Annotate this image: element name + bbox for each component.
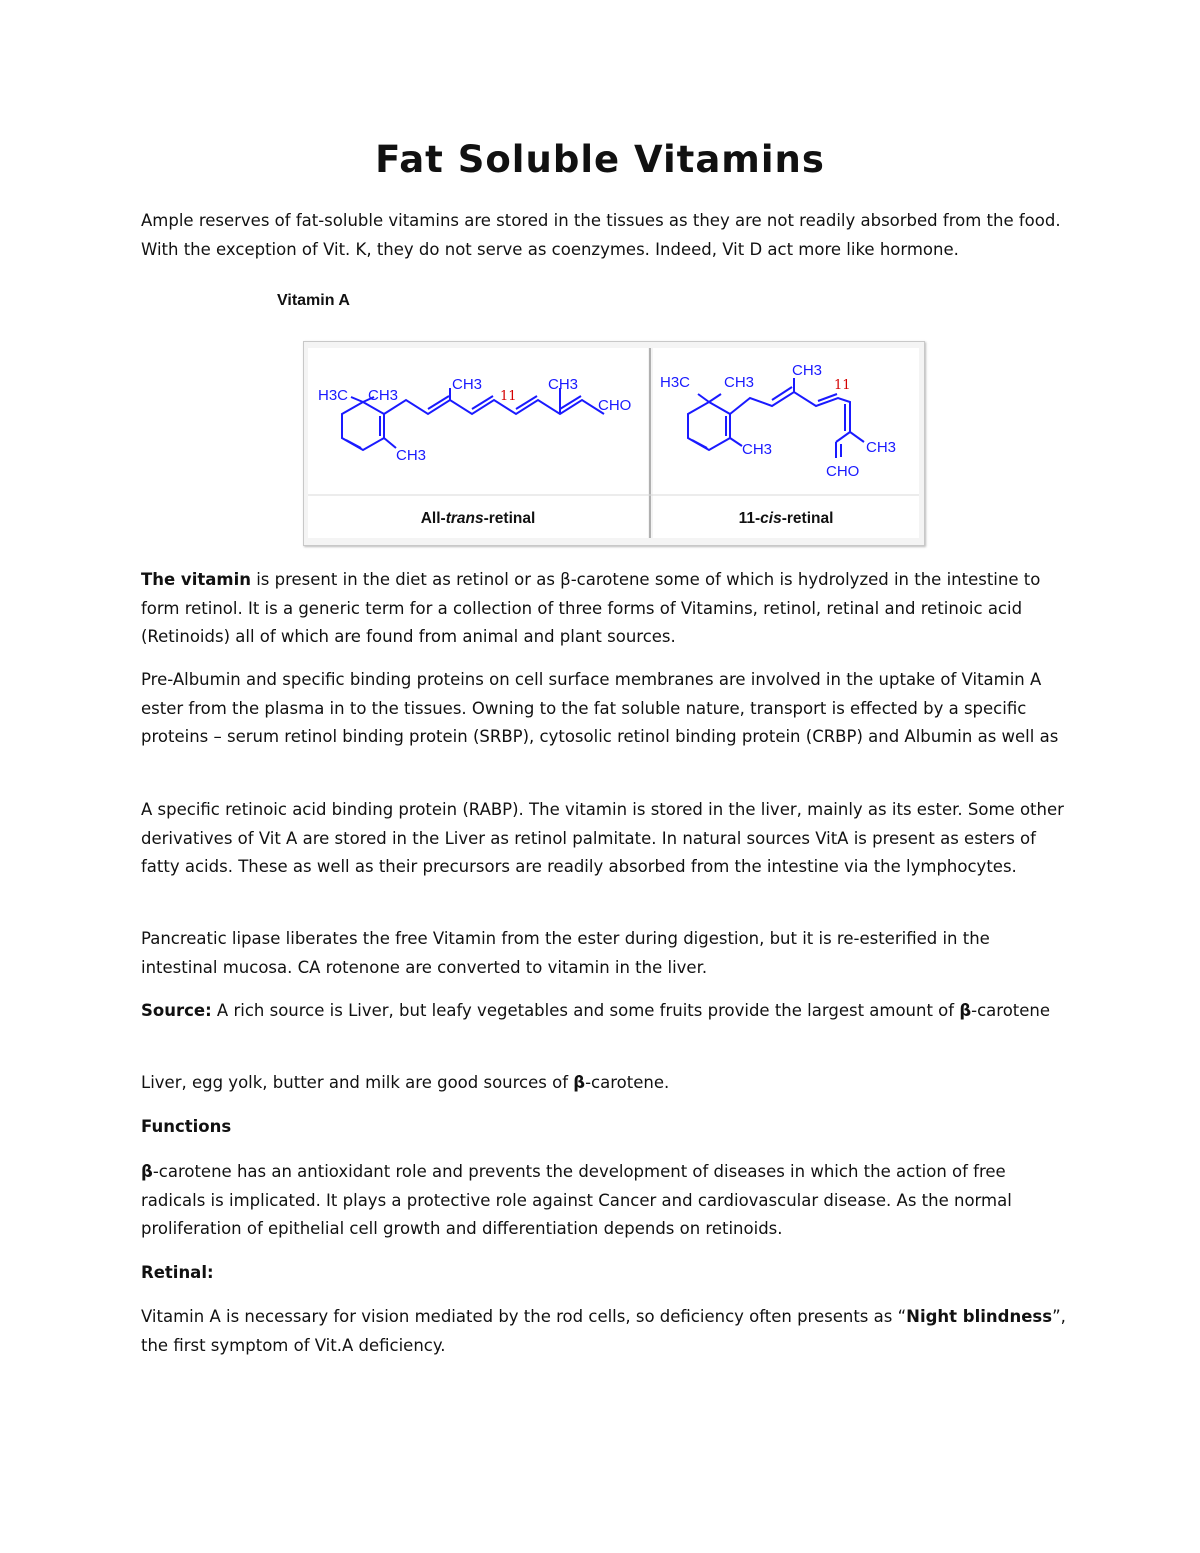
all-trans-locant-11: 11 [500,389,517,404]
source-label: Source: [141,1001,212,1020]
functions-beta: β [141,1162,153,1181]
paragraph-source [141,997,1066,1026]
paragraph-pre-albumin: Pre-Albumin and specific binding proteins on cell surface membranes are involved in the uptake of Vitamin A ester from the plasma in to the tissues. Owning to the fat soluble nature, transport is effected by a specific proteins – serum retinol binding protein (SRBP), cytosolic retinol binding protein (CRBP) and Albumin as well as [141,670,1059,746]
paragraph-rabp: A specific retinoic acid binding protein (RABP). The vitamin is stored in the liver, mainly as its ester. Some other derivatives of Vit A are stored in the Liver as retinol palmitate. In natural sources VitA is present as esters of fatty acids. These as well as their precursors are readily absorbed from the intestine via the lymphocytes. [141,800,1064,876]
paragraph-the-vitamin-bold: The vitamin [141,570,251,589]
all-trans-ring-methyl-label: CH3 [396,447,427,464]
all-trans-h3c-label: H3C [318,387,349,404]
source-beta: β [959,1001,972,1020]
figure-caption: Vitamin A [277,292,350,309]
source-text: A rich source is Liver, but leafy vegetables and some fruits provide the largest amount of [211,1001,960,1020]
paragraph-pancreatic-lipase: Pancreatic lipase liberates the free Vitamin from the ester during digestion, but it is re-esterified in the intestinal mucosa. CA rotenone are converted to vitamin in the liver. [141,929,990,977]
paragraph-the-vitamin [141,566,1066,652]
cis-locant-11: 11 [834,378,851,393]
paragraph-the-vitamin-text: is present in the diet as retinol or as β-carotene some of which is hydrolyzed in the intestine to form retinol. It is a generic term for a collection of three forms of Vitamins, retinol, retinal and retinoic acid (Retinoids) all of which are found from animal and plant sources. [141,570,1041,646]
paragraph-liver-egg-yolk [141,1069,1066,1098]
retinal-structures-diagram [304,342,924,545]
all-trans-cho-label: CHO [598,397,632,414]
retinal-text-post: ”, the first symptom of Vit.A deficiency. [141,1307,1066,1355]
vitamin-a-structures-figure [303,341,925,546]
all-trans-retinal-label: All-trans-retinal [420,510,536,527]
cis-ring-methyl-label: CH3 [742,441,773,458]
retinal-heading: Retinal: [141,1263,214,1282]
intro-paragraph: Ample reserves of fat-soluble vitamins are stored in the tissues as they are not readily absorbed from the food. With the exception of Vit. K, they do not serve as coenzymes. Indeed, Vit D act more like hormone. [141,211,1061,259]
liver-text-post: -carotene. [585,1073,670,1092]
liver-text-pre: Liver, egg yolk, butter and milk are good sources of [141,1073,574,1092]
night-blindness: Night blindness [906,1307,1053,1326]
functions-heading: Functions [141,1117,232,1136]
liver-beta: β [573,1073,586,1092]
cis-ring-ch3-label: CH3 [724,374,755,391]
all-trans-chain-ch3-label-2: CH3 [548,376,579,393]
retinal-text-pre: Vitamin A is necessary for vision mediated by the rod cells, so deficiency often presents as “ [141,1307,907,1326]
cis-chain-ch3-label-2: CH3 [866,439,897,456]
cis-chain-ch3-label: CH3 [792,362,823,379]
source-tail: -carotene [971,1001,1051,1020]
paragraph-retinal [141,1303,1066,1360]
all-trans-chain-ch3-label-1: CH3 [452,376,483,393]
cis-h3c-label: H3C [660,374,691,391]
functions-text: -carotene has an antioxidant role and prevents the development of diseases in which the action of free radicals is implicated. It plays a protective role against Cancer and cardiovascular disease. As the normal proliferation of epithelial cell growth and differentiation depends on retinoids. [141,1162,1012,1238]
page-title: Fat Soluble Vitamins [375,138,825,181]
cis-cho-label: CHO [826,463,860,480]
paragraph-functions [141,1158,1066,1244]
11-cis-retinal-label: 11-cis-retinal [738,510,834,527]
all-trans-ring-ch3-label: CH3 [368,387,399,404]
